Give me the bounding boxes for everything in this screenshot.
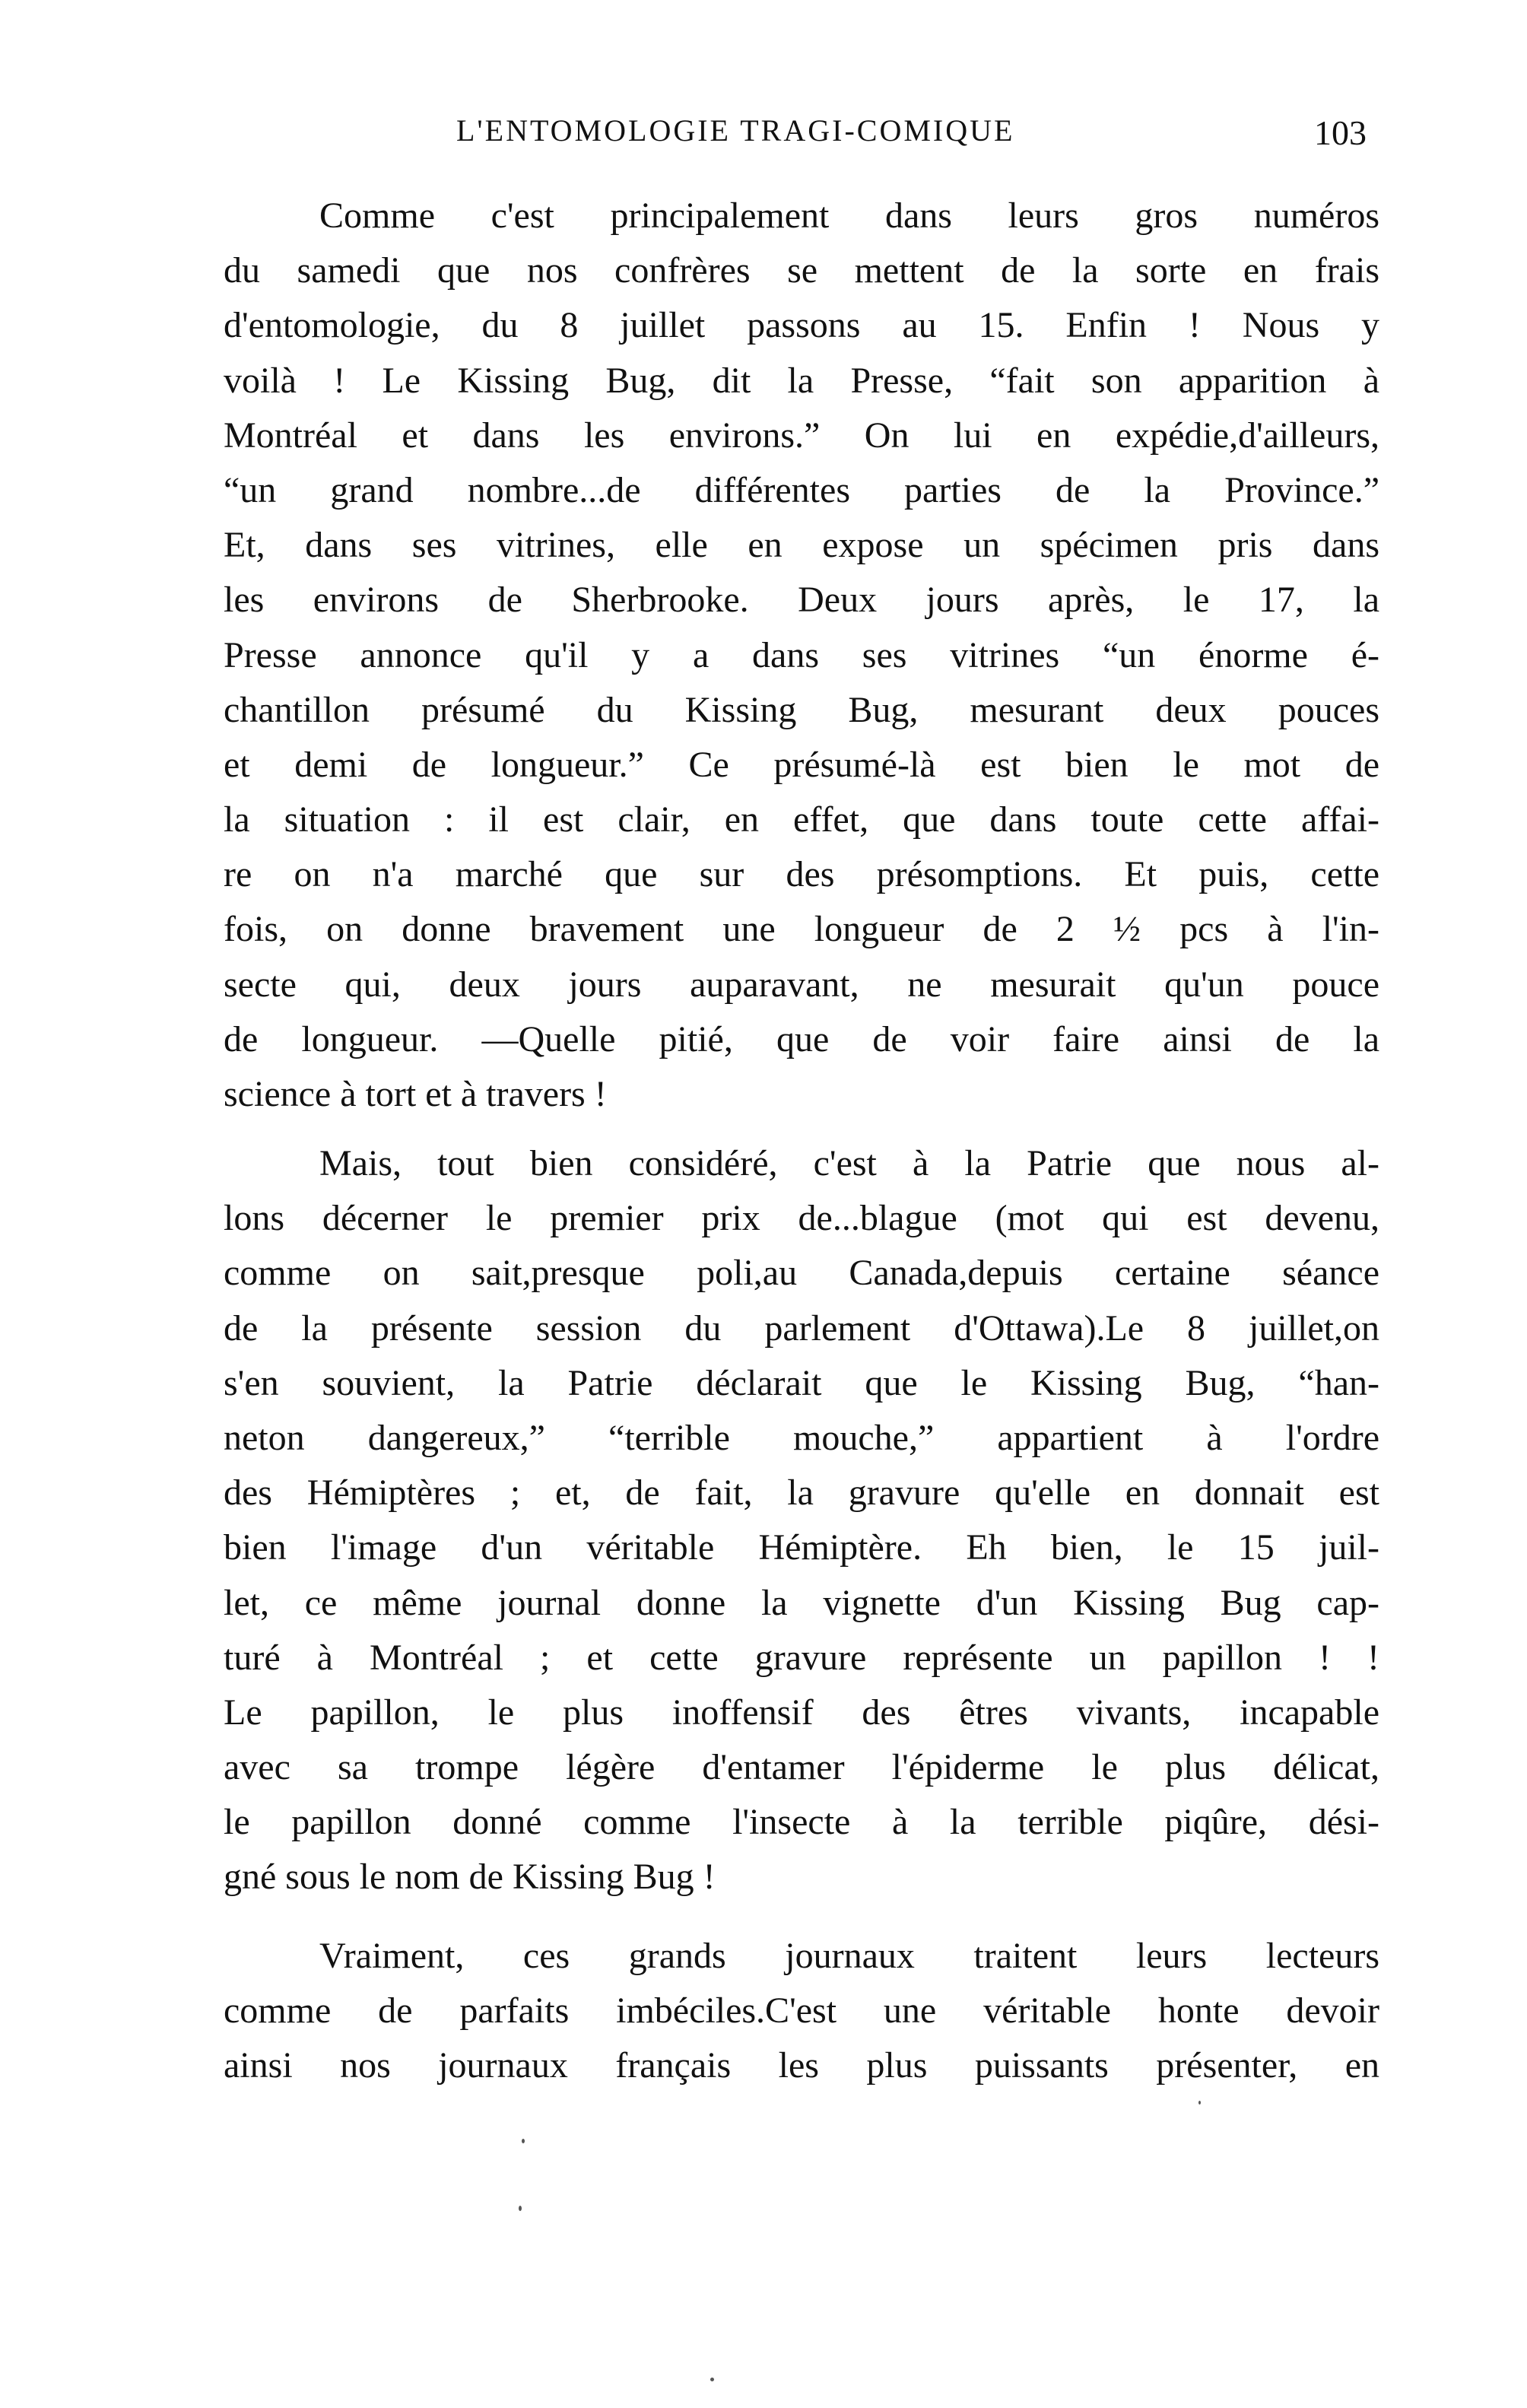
text-line: d'entomologie, du 8 juillet passons au 15. Enfin ! Nous y	[224, 305, 1379, 346]
text-line: voilà ! Le Kissing Bug, dit la Presse, “fait son apparition à	[224, 360, 1379, 401]
text-line: comme de parfaits imbéciles.C'est une véritable honte devoir	[224, 1990, 1379, 2032]
text-line: chantillon présumé du Kissing Bug, mesurant deux pouces	[224, 689, 1379, 730]
text-line: avec sa trompe légère d'entamer l'épiderme le plus délicat,	[224, 1747, 1379, 1788]
text-line: “un grand nombre...de différentes parties de la Province.”	[224, 469, 1379, 510]
text-line: s'en souvient, la Patrie déclarait que le Kissing Bug, “han-	[224, 1362, 1379, 1403]
text-line: les environs de Sherbrooke. Deux jours après, le 17, la	[224, 580, 1379, 621]
text-line: Le papillon, le plus inoffensif des êtres vivants, incapable	[224, 1692, 1379, 1733]
text-line: du samedi que nos confrères se mettent de la sorte en frais	[224, 250, 1379, 291]
text-line: des Hémiptères ; et, de fait, la gravure qu'elle en donnait est	[224, 1472, 1379, 1514]
text-line: et demi de longueur.” Ce présumé-là est bien le mot de	[224, 744, 1379, 785]
paragraph-3	[224, 1929, 1379, 2094]
ink-speck	[1198, 2101, 1201, 2105]
ink-speck	[710, 2378, 714, 2381]
ink-speck	[519, 2206, 522, 2211]
text-line: lons décerner le premier prix de...blague (mot qui est devenu,	[224, 1198, 1379, 1239]
text-line: le papillon donné comme l'insecte à la terrible piqûre, dési-	[224, 1802, 1379, 1843]
text-line: neton dangereux,” “terrible mouche,” appartient à l'ordre	[224, 1417, 1379, 1458]
running-title: L'ENTOMOLOGIE TRAGI-COMIQUE	[456, 113, 1015, 148]
text-line: Et, dans ses vitrines, elle en expose un spécimen pris dans	[224, 525, 1379, 566]
text-line: la situation : il est clair, en effet, que dans toute cette affai-	[224, 799, 1379, 840]
text-line: Mais, tout bien considéré, c'est à la Patrie que nous al-	[319, 1143, 1379, 1183]
text-line: Montréal et dans les environs.” On lui en expédie,d'ailleurs,	[224, 415, 1379, 456]
text-line: science à tort et à travers !	[224, 1074, 607, 1114]
text-line: fois, on donne bravement une longueur de 2 ½ pcs à l'in-	[224, 909, 1379, 950]
text-line: let, ce même journal donne la vignette d'un Kissing Bug cap-	[224, 1582, 1379, 1623]
text-line: de la présente session du parlement d'Ottawa).Le 8 juillet,on	[224, 1307, 1379, 1349]
text-line: Comme c'est principalement dans leurs gros numéros	[319, 195, 1379, 236]
text-line: secte qui, deux jours auparavant, ne mesurait qu'un pouce	[224, 964, 1379, 1005]
text-line: gné sous le nom de Kissing Bug !	[224, 1857, 716, 1898]
text-line: bien l'image d'un véritable Hémiptère. Eh bien, le 15 juil-	[224, 1527, 1379, 1568]
text-line: comme on sait,presque poli,au Canada,depuis certaine séance	[224, 1253, 1379, 1294]
page-number: 103	[1314, 113, 1367, 152]
text-line: de longueur. —Quelle pitié, que de voir faire ainsi de la	[224, 1018, 1379, 1059]
ink-speck	[522, 2139, 525, 2143]
paragraph-1	[224, 189, 1379, 1122]
text-line: Presse annonce qu'il y a dans ses vitrines “un énorme é-	[224, 634, 1379, 675]
text-line: Vraiment, ces grands journaux traitent leurs lecteurs	[319, 1936, 1379, 1976]
text-line: ainsi nos journaux français les plus puissants présenter, en	[224, 2045, 1379, 2086]
text-line: re on n'a marché que sur des présomptions. Et puis, cette	[224, 854, 1379, 895]
text-line: turé à Montréal ; et cette gravure représente un papillon ! !	[224, 1637, 1379, 1678]
paragraph-2	[224, 1136, 1379, 1905]
